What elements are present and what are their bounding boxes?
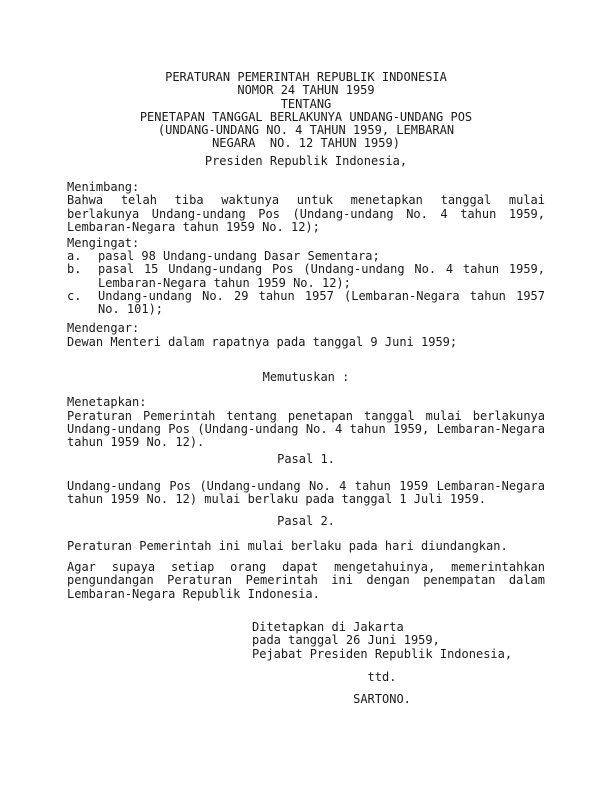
doc-title-line: TENTANG [280, 96, 332, 111]
body-line: Lembaran-Negara tahun 1959 No. 12); [67, 219, 320, 234]
body-line: Lembaran-Negara tahun 1959 No. 12); [98, 275, 351, 290]
body-line: Peraturan Pemerintah tentang penetapan tanggal mulai berlakunya [67, 408, 545, 423]
body-line: Undang-undang No. 29 tahun 1957 (Lembaran-Negara tahun 1957 [98, 288, 545, 303]
pasal-1-heading: Pasal 1. [277, 452, 335, 467]
section-mengingat [67, 237, 545, 317]
body-line: Agar supaya setiap orang dapat mengetahuinya, memerintahkan [67, 560, 545, 575]
body-line: tahun 1959 No. 12) mulai berlaku pada tanggal 1 Juli 1959. [67, 491, 487, 506]
list-item [67, 263, 545, 290]
body-line: pasal 98 Undang-undang Dasar Sementara; [98, 248, 380, 263]
body-line: berlakunya Undang-undang Pos (Undang-undang No. 4 tahun 1959, [67, 206, 545, 221]
list-item [67, 290, 545, 317]
body-line: pengundangan Peraturan Pemerintah ini dengan penempatan dalam [67, 573, 545, 588]
doc-title-line: PENETAPAN TANGGAL BERLAKUNYA UNDANG-UNDANG POS [139, 109, 473, 124]
signature-place: Ditetapkan di Jakarta [252, 620, 404, 635]
signature-block [252, 621, 512, 706]
section-label: Menimbang: [67, 179, 140, 194]
section-label: Menetapkan: [67, 395, 147, 410]
body-line: Lembaran-Negara Republik Indonesia. [67, 586, 320, 601]
section-label: Mengingat: [67, 235, 140, 250]
section-mendengar [67, 322, 545, 349]
signature-ttd: ttd. [367, 670, 397, 685]
signer-title: Pejabat Presiden Republik Indonesia, [252, 646, 513, 661]
body-line: Undang-undang Pos (Undang-undang No. 4 tahun 1959, Lembaran-Negara [67, 421, 545, 436]
signature-date: pada tanggal 26 Juni 1959, [252, 633, 440, 648]
body-line: Peraturan Pemerintah ini mulai berlaku pada hari diundangkan. [67, 538, 508, 553]
section-menimbang [67, 181, 545, 234]
doc-title-block [67, 71, 545, 151]
closing-paragraph [67, 561, 545, 601]
body-line: No. 101); [98, 302, 164, 317]
pasal-1-body [67, 480, 545, 507]
list-item [67, 250, 545, 263]
doc-title-line: NEGARA NO. 12 TAHUN 1959) [212, 136, 400, 151]
signer-name: SARTONO. [353, 692, 411, 707]
list-marker: c. [67, 288, 82, 303]
section-label: Mendengar: [67, 321, 140, 336]
pasal-2-body [67, 540, 545, 553]
doc-title-line: PERATURAN PEMERINTAH REPUBLIK INDONESIA [165, 70, 447, 84]
body-line: Dewan Menteri dalam rapatnya pada tanggal 9 Juni 1959; [67, 334, 458, 349]
doc-title-line: (UNDANG-UNDANG NO. 4 TAHUN 1959, LEMBARAN [157, 123, 455, 138]
salutation: Presiden Republik Indonesia, [204, 153, 408, 168]
section-menetapkan [67, 396, 545, 449]
doc-title-line: NOMOR 24 TAHUN 1959 [237, 83, 375, 98]
body-line: tahun 1959 No. 12). [67, 435, 205, 450]
list-marker: b. [67, 262, 82, 277]
body-line: Bahwa telah tiba waktunya untuk menetapkan tanggal mulai [67, 193, 545, 208]
body-line: pasal 15 Undang-undang Pos (Undang-undang No. 4 tahun 1959, [98, 262, 545, 277]
list-marker: a. [67, 248, 82, 263]
memutuskan-heading: Memutuskan : [262, 369, 350, 384]
pasal-2-heading: Pasal 2. [277, 513, 335, 528]
body-line: Undang-undang Pos (Undang-undang No. 4 tahun 1959 Lembaran-Negara [67, 478, 545, 493]
